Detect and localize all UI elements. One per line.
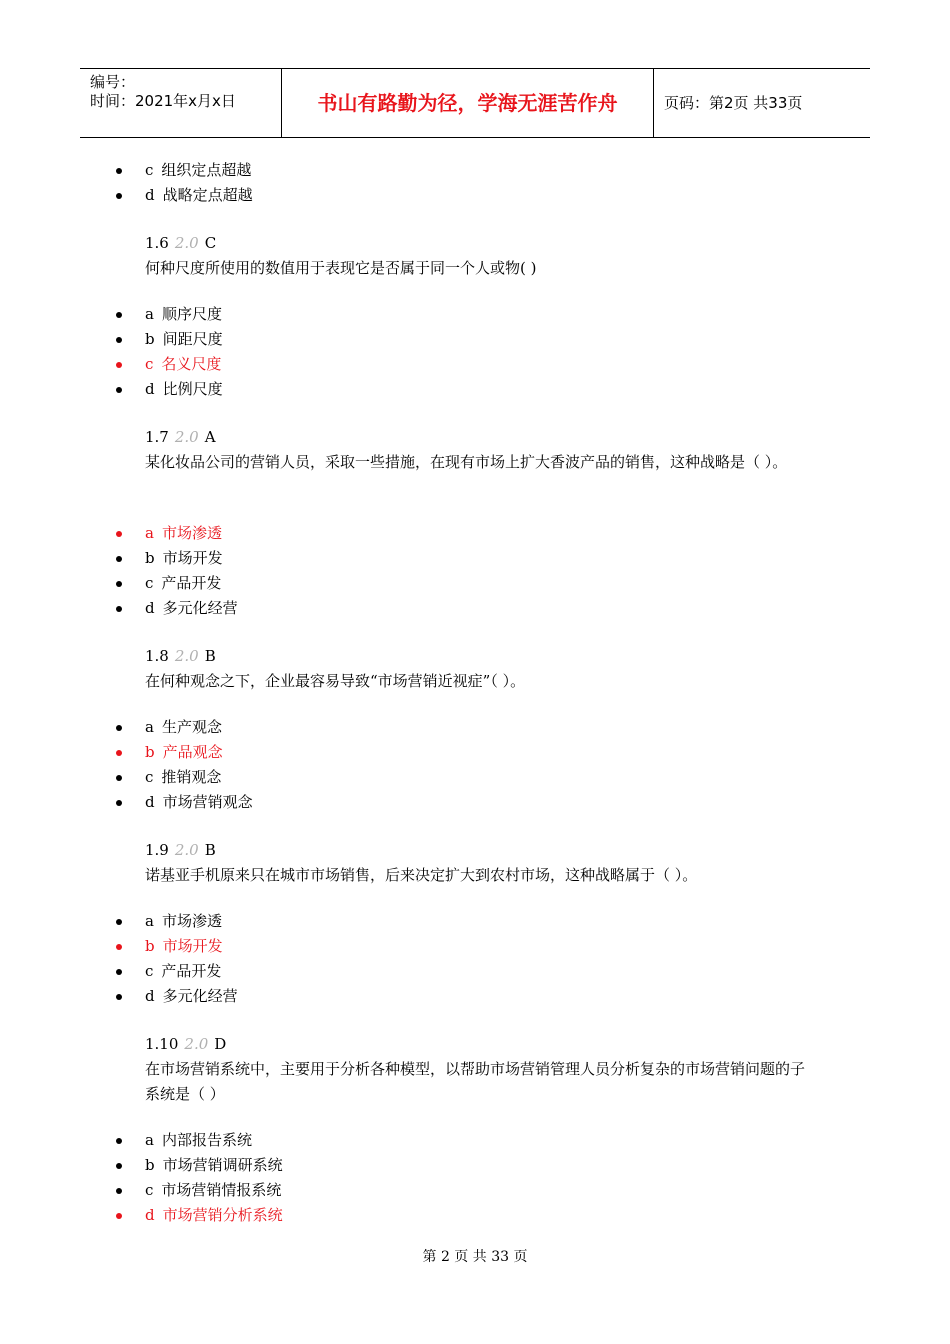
option-item: d 战略定点超越 [145,183,253,208]
question-1-6 [145,231,815,281]
question-options [145,909,238,1009]
question-answer: C [204,234,217,252]
question-options [145,1128,283,1228]
question-answer: B [204,841,216,859]
option-item-correct: a 市场渗透 [145,521,238,546]
question-score: 2.0 [184,1035,209,1053]
question-answer: B [204,647,216,665]
question-text: 在何种观念之下，企业最容易导致“市场营销近视症”（ ）。 [145,672,526,690]
option-item: c 推销观念 [145,765,253,790]
question-text: 诺基亚手机原来只在城市市场销售，后来决定扩大到农村市场，这种战略属于（ ）。 [145,866,698,884]
question-text: 在市场营销系统中，主要用于分析各种模型，以帮助市场营销管理人员分析复杂的市场营销问题的子系统是（ ） [145,1060,806,1103]
question-1-8 [145,644,815,694]
option-item: d 多元化经营 [145,984,238,1009]
question-options [145,521,238,621]
header-meta-cell [80,69,282,137]
option-item: b 间距尺度 [145,327,223,352]
question-header: 1.6 2.0 C [145,234,217,252]
question-1-7 [145,425,815,475]
option-item: b 市场营销调研系统 [145,1153,283,1178]
question-text: 何种尺度所使用的数值用于表现它是否属于同一个人或物( ) [145,259,537,277]
option-item: c 组织定点超越 [145,158,253,183]
question-header: 1.7 2.0 A [145,428,216,446]
date-label: 时间：2021年x月x日 [90,92,236,110]
page-footer: 第 2 页 共 33 页 [422,1249,528,1265]
question-score: 2.0 [174,647,199,665]
question-text: 某化妆品公司的营销人员，采取一些措施，在现有市场上扩大香波产品的销售，这种战略是（ ）。 [145,453,788,471]
page-header [80,68,870,138]
question-header: 1.10 2.0 D [145,1035,227,1053]
option-item-correct: d 市场营销分析系统 [145,1203,283,1228]
question-header: 1.9 2.0 B [145,841,216,859]
question-score: 2.0 [174,234,199,252]
option-item: d 比例尺度 [145,377,223,402]
question-answer: A [204,428,216,446]
option-item: a 市场渗透 [145,909,238,934]
option-item-correct: b 市场开发 [145,934,238,959]
option-item-correct: b 产品观念 [145,740,253,765]
option-item: a 生产观念 [145,715,253,740]
question-score: 2.0 [174,841,199,859]
option-item: d 多元化经营 [145,596,238,621]
option-item-correct: c 名义尺度 [145,352,223,377]
option-item: a 顺序尺度 [145,302,223,327]
question-score: 2.0 [174,428,199,446]
question-1-9 [145,838,815,888]
option-item: c 产品开发 [145,959,238,984]
option-item: d 市场营销观念 [145,790,253,815]
question-options [145,302,223,402]
option-item: a 内部报告系统 [145,1128,283,1153]
header-page-info: 页码：第2页 共33页 [664,94,803,112]
option-item: c 市场营销情报系统 [145,1178,283,1203]
prev-question-options [145,158,253,208]
question-header: 1.8 2.0 B [145,647,216,665]
option-item: b 市场开发 [145,546,238,571]
number-label: 编号： [90,73,136,91]
option-item: c 产品开发 [145,571,238,596]
question-answer: D [214,1035,227,1053]
question-1-10 [145,1032,815,1107]
header-motto: 书山有路勤为径，学海无涯苦作舟 [282,69,654,137]
question-options [145,715,253,815]
